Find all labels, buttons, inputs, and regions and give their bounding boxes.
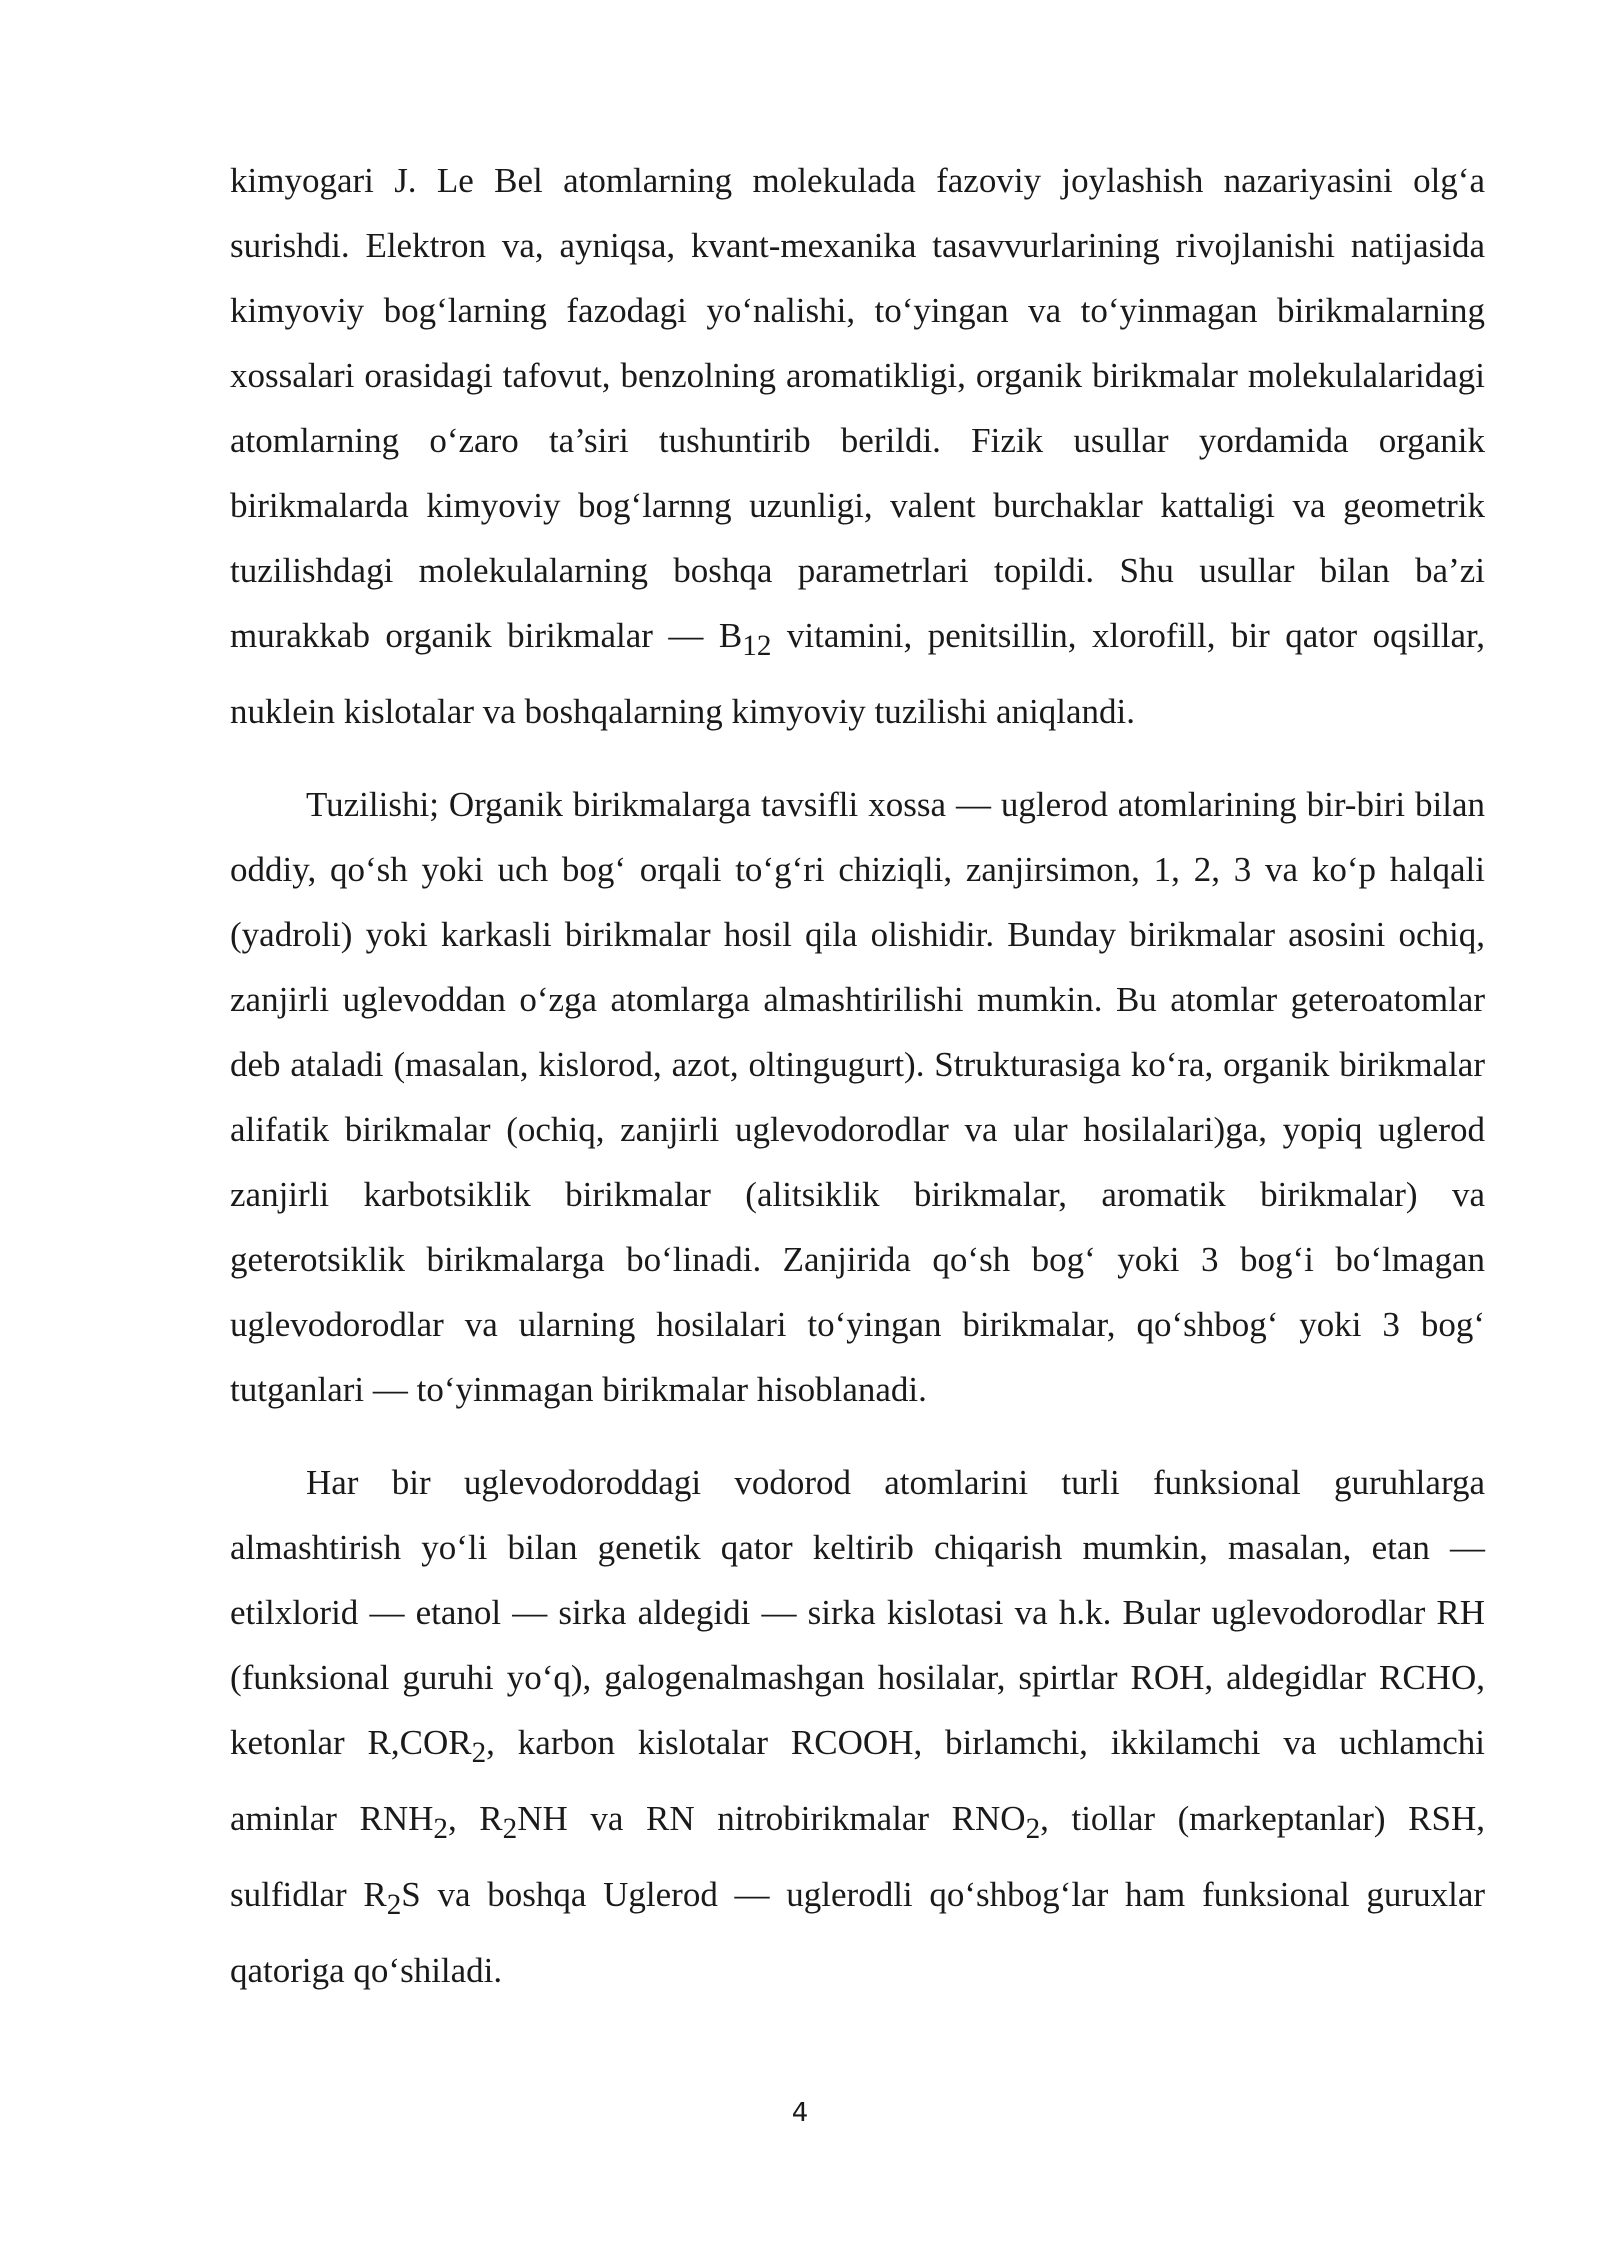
text-run: NH va RN nitrobirikmalar RNO (517, 1799, 1026, 1838)
text-run: , tiollar (markeptanlar) RSH, sulfidlar R (230, 1799, 1486, 1914)
page-number: 4 (791, 2098, 809, 2128)
paragraph-history (230, 148, 1485, 744)
subscript-text: 2 (502, 1813, 518, 1845)
paragraph-structure (230, 772, 1485, 1422)
text-run: , karbon kislotalar RCOOH, birlamchi, ikkilamchi va uchlamchi aminlar RNH (230, 1723, 1485, 1838)
text-run: kimyogari J. Le Bel atomlarning molekulada fazoviy joylashish nazariyasini olg‘a surishdi. Elektron va, ayniqsa, kvant-mexanika tasavvurlarining rivojlanishi natijasida kimyoviy bog‘larning fazodagi yo‘nalishi, to‘yingan va to‘yinmagan birikmalarning xossalari orasidagi tafovut, benzolning aromatikligi, organik birikmalar molekulalaridagi atomlarning o‘zaro ta’siri tushuntirib berildi. Fizik usullar yordamida organik birikmalarda kimyoviy bog‘larnng uzunligi, valent burchaklar kattaligi va geometrik tuzilishdagi molekulalarning boshqa parametrlari topildi. Shu usullar bilan ba’zi murakkab organik birikmalar — B (230, 161, 1485, 655)
text-run: Har bir uglevodoroddagi vodorod atomlarini turli funksional guruhlarga almashtirish yo‘li bilan genetik qator keltirib chiqarish mumkin, masalan, etan — etilxlorid — etanol — sirka aldegidi — sirka kislotasi va h.k. Bular uglevodorodlar RH (funksional guruhi yo‘q), galogenalmashgan hosilalar, spirtlar ROH, aldegidlar RCHO, ketonlar R,COR (230, 1463, 1485, 1762)
subscript-text: 2 (386, 1889, 402, 1921)
paragraph-functional-groups (230, 1450, 1485, 2003)
text-run: Tuzilishi; Organik birikmalarga tavsifli xossa — uglerod atomlarining bir-biri bilan oddiy, qo‘sh yoki uch bog‘ orqali to‘g‘ri chiziqli, zanjirsimon, 1, 2, 3 va ko‘p halqali (yadroli) yoki karkasli birikmalar hosil qila olishidir. Bunday birikmalar asosini ochiq, zanjirli uglevoddan o‘zga atomlarga almashtirilishi mumkin. Bu atomlar geteroatomlar deb ataladi (masalan, kislorod, azot, oltingugurt). Strukturasiga ko‘ra, organik birikmalar alifatik birikmalar (ochiq, zanjirli uglevodorodlar va ular hosilalari)ga, yopiq uglerod zanjirli karbotsiklik birikmalar (alitsiklik birikmalar, aromatik birikmalar) va geterotsiklik birikmalarga bo‘linadi. Zanjirida qo‘sh bog‘ yoki 3 bog‘i bo‘lmagan uglevodorodlar va ularning hosilalari to‘yingan birikmalar, qo‘shbog‘ yoki 3 bog‘ tutganlari — to‘yinmagan birikmalar hisoblanadi. (230, 785, 1485, 1409)
text-run: vitamini, penitsillin, xlorofill, bir qator oqsillar, nuklein kislotalar va boshqalarning kimyoviy tuzilishi aniqlandi. (230, 616, 1485, 731)
text-run: , R (447, 1799, 503, 1838)
subscript-text: 12 (742, 630, 772, 662)
subscript-text: 2 (433, 1813, 448, 1845)
subscript-text: 2 (1025, 1813, 1041, 1845)
text-run: S va boshqa Uglerod — uglerodli qo‘shbog‘lar ham funksional guruxlar qatoriga qo‘shiladi. (230, 1875, 1486, 1990)
subscript-text: 2 (471, 1737, 487, 1769)
document-body (230, 148, 1485, 2003)
